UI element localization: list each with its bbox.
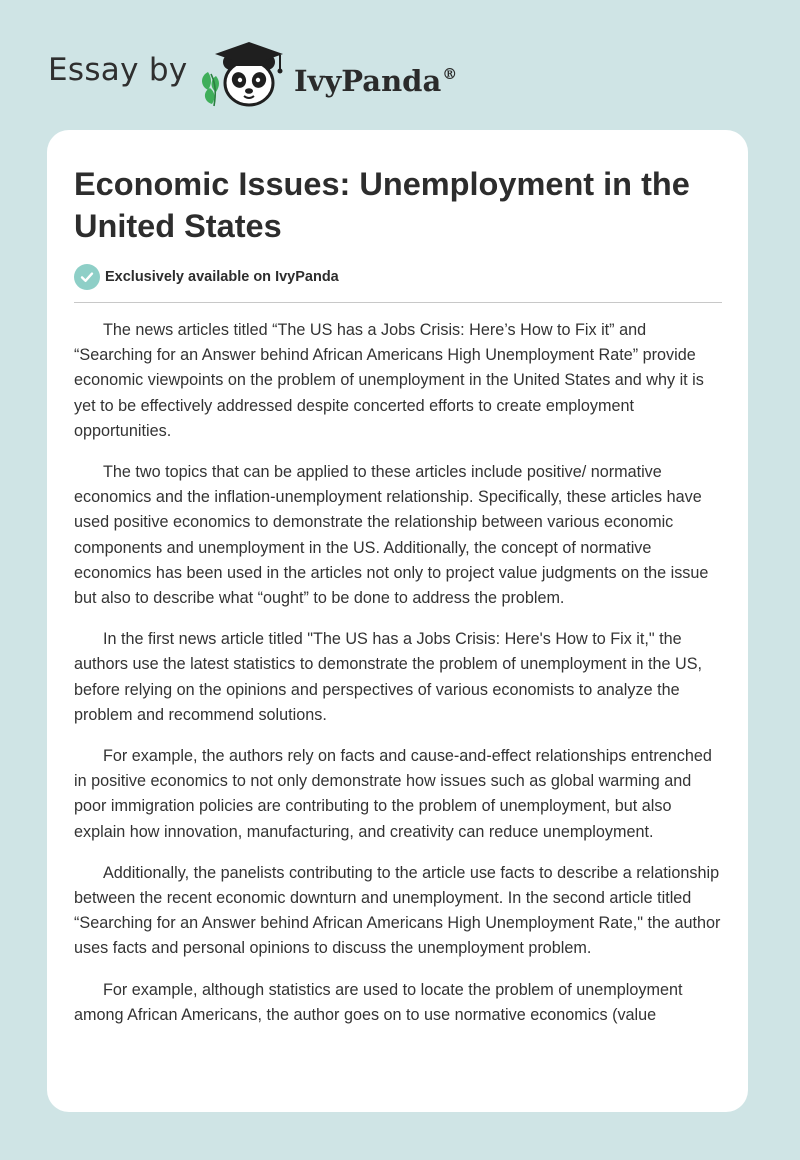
essay-body (74, 318, 726, 1044)
check-icon (74, 264, 100, 290)
essay-by-label: Essay by (48, 52, 188, 88)
essay-paragraph: Additionally, the panelists contributing to the article use facts to describe a relationship between the recent economic downturn and unemployment. In the second article titled “Searching for an Answer behind African Americans High Unemployment Rate," the author uses facts and personal opinions to discuss the unemployment problem. (74, 863, 721, 958)
essay-title: Economic Issues: Unemployment in the United States (74, 166, 690, 244)
site-header (0, 0, 800, 130)
title-divider (74, 302, 722, 303)
brand-name[interactable] (294, 52, 457, 103)
essay-card (47, 130, 748, 1112)
leaf-shape (202, 72, 211, 90)
exclusive-badge (74, 264, 339, 290)
essay-paragraph: In the first news article titled "The US has a Jobs Crisis: Here's How to Fix it," the authors use the latest statistics to demonstrate the problem of unemployment in the US, before relying on the opinions and perspectives of various economists to analyze the problem and recommend solutions. (74, 630, 703, 724)
exclusive-badge-label: Exclusively available on IvyPanda (105, 269, 339, 285)
essay-paragraph: For example, although statistics are used to locate the problem of unemployment among African Americans, the author goes on to use normative economics (value (74, 980, 683, 1024)
essay-paragraph: The two topics that can be applied to these articles include positive/ normative economics and the inflation-unemployment relationship. Specifically, these articles have used positive economics to demonstrate the relationship between various economic components and unemployment in the US. Additionally, the concept of normative economics has been used in the articles not only to project value judgments on the issue but also to describe what “ought” to be done to address the problem. (74, 463, 709, 608)
leaf-shape (205, 88, 215, 104)
essay-paragraph: For example, the authors rely on facts and cause-and-effect relationships entrenched in positive economics to not only demonstrate how issues such as global warming and poor immigration policies are contributing to the problem of unemployment, but also explain how innovation, manufacturing, and creativity can reduce unemployment. (74, 747, 712, 841)
registered-mark: ® (442, 65, 458, 83)
brand-name-text: IvyPanda (294, 64, 442, 98)
essay-paragraph: The news articles titled “The US has a Jobs Crisis: Here’s How to Fix it” and “Searching for an Answer behind African Americans High Unemployment Rate” provide economic viewpoints on the problem of unemployment in the United States and why it is yet to be effectively addressed despite concerted efforts to create employment opportunities. (74, 321, 704, 440)
panda-graduate-logo-icon[interactable] (198, 36, 292, 110)
